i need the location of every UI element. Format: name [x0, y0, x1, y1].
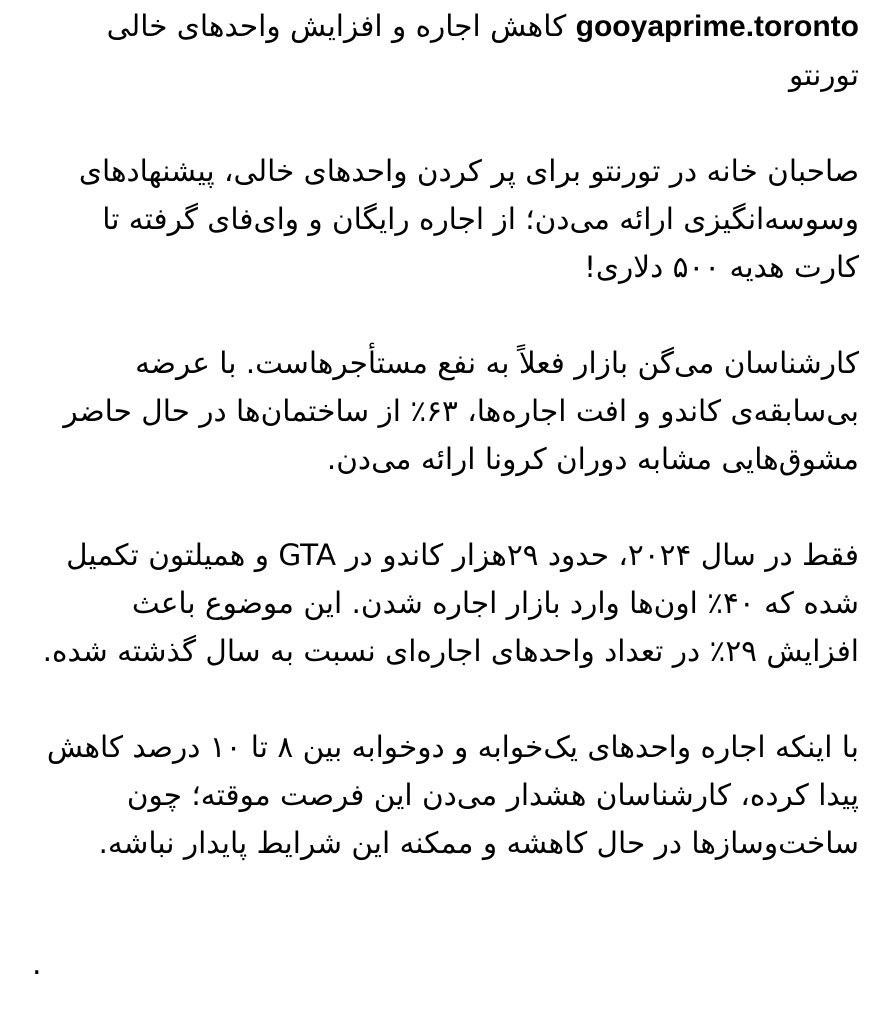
post-caption	[30, 2, 859, 915]
caption-trailing-dot: .	[32, 947, 42, 982]
username-link[interactable]: gooyaprime.toronto	[575, 10, 859, 43]
caption-paragraph-2: کارشناسان می‌گن بازار فعلاً به نفع مستأجرهاست. با عرضه بی‌سابقه‌ی کاندو و افت اجاره‌ها، ۶۳٪ از ساختمان‌ها در حال حاضر مشوق‌هایی مشابه دوران کرونا ارائه می‌دن.	[63, 346, 859, 476]
caption-headline-line	[30, 2, 859, 99]
caption-paragraph-1: صاحبان خانه در تورنتو برای پر کردن واحدهای خالی، پیشنهادهای وسوسه‌انگیزی ارائه می‌دن؛ از اجاره رایگان و وای‌فای گرفته تا کارت هدیه ۵۰۰ دلاری!	[78, 154, 859, 284]
caption-headline: کاهش اجاره و افزایش واحدهای خالی تورنتو	[106, 9, 859, 92]
caption-paragraph-3: فقط در سال ۲۰۲۴، حدود ۲۹هزار کاندو در GTA و همیلتون تکمیل شده که ۴۰٪ اون‌ها وارد بازار اجاره شدن. این موضوع باعث افزایش ۲۹٪ در تعداد واحدهای اجاره‌ای نسبت به سال گذشته شده.	[42, 538, 859, 668]
caption-paragraph-4: با اینکه اجاره واحدهای یک‌خوابه و دوخوابه بین ۸ تا ۱۰ درصد کاهش پیدا کرده، کارشناسان هشدار می‌دن این فرصت موقته؛ چون ساخت‌وسازها در حال کاهشه و ممکنه این شرایط پایدار نباشه.	[46, 730, 859, 860]
